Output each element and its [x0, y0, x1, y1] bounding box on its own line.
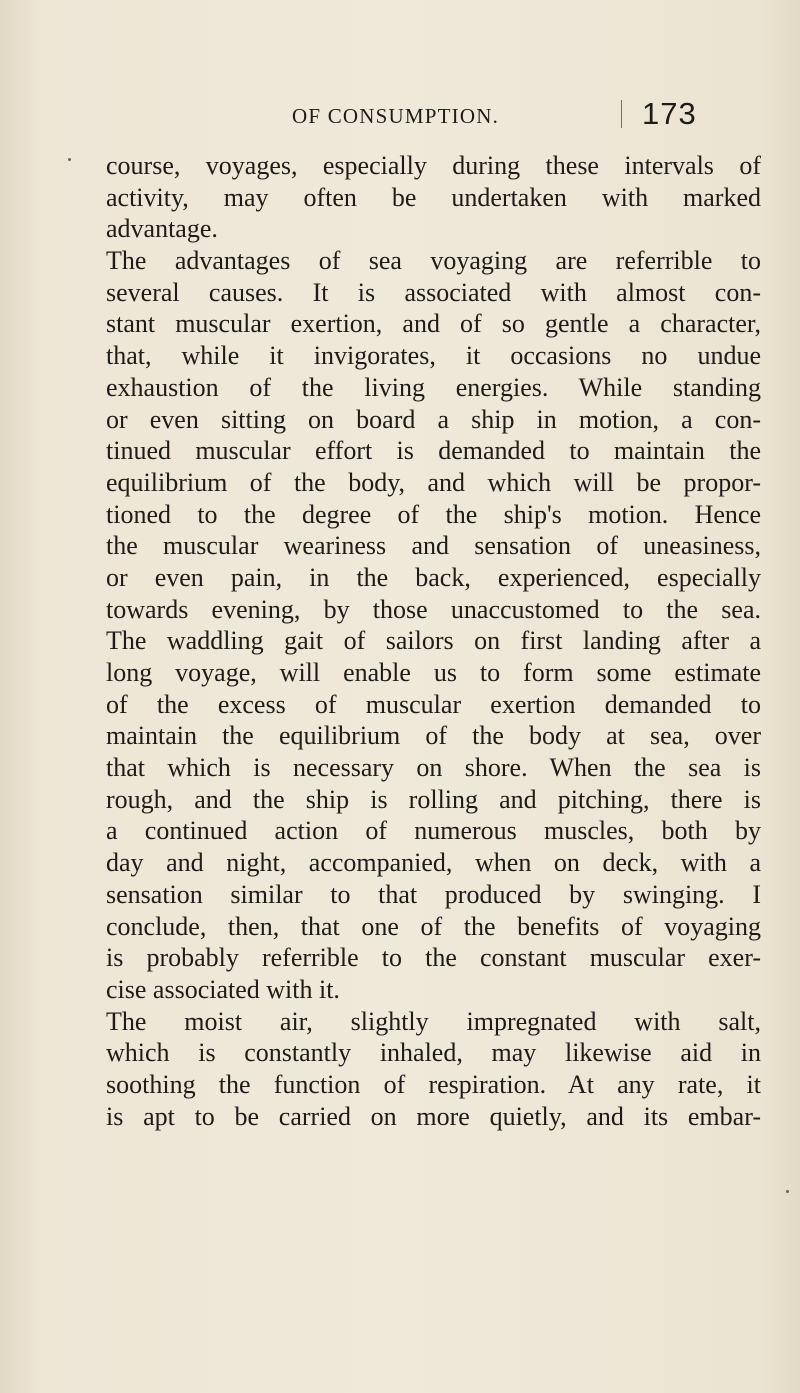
page-header [0, 94, 800, 134]
text-line: several causes. It is associated with almost con- [106, 277, 761, 307]
text-line: stant muscular exertion, and of so gentle a character, [106, 309, 761, 339]
page-number: 173 [642, 96, 697, 131]
text-line: sensation similar to that produced by swinging. I [106, 879, 761, 909]
text-line: long voyage, will enable us to form some estimate [106, 658, 761, 687]
text-line: day and night, accompanied, when on deck, with a [106, 848, 761, 878]
text-line: course, voyages, especially during these intervals of [106, 151, 761, 180]
text-line: or even pain, in the back, experienced, especially [106, 562, 761, 592]
text-line: tinued muscular effort is demanded to maintain the [106, 436, 761, 466]
text-line: or even sitting on board a ship in motion, a con- [106, 404, 761, 434]
text-line: conclude, then, that one of the benefits of voyaging [106, 911, 761, 941]
text-line: towards evening, by those unaccustomed to the sea. [106, 594, 761, 624]
text-line: The waddling gait of sailors on first landing after a [106, 626, 761, 656]
text-line: cise associated with it. [106, 974, 340, 1004]
text-line: that, while it invigorates, it occasions no undue [106, 341, 761, 371]
paper-speck [68, 158, 71, 161]
text-line: rough, and the ship is rolling and pitching, there is [106, 784, 761, 814]
text-line: The advantages of sea voyaging are referrible to [106, 246, 761, 276]
text-line: the muscular weariness and sensation of uneasiness, [106, 531, 761, 561]
text-line: that which is necessary on shore. When the sea is [106, 753, 761, 783]
text-line: tioned to the degree of the ship's motion. Hence [106, 499, 761, 529]
text-line: is probably referrible to the constant muscular exer- [106, 943, 761, 973]
text-line: activity, may often be undertaken with marked [106, 182, 761, 212]
text-line: which is constantly inhaled, may likewise aid in [106, 1038, 761, 1068]
text-line: The moist air, slightly impregnated with salt, [106, 1006, 761, 1036]
running-head: OF CONSUMPTION. [292, 104, 500, 128]
text-line: a continued action of numerous muscles, both by [106, 816, 761, 846]
text-line: exhaustion of the living energies. While standing [106, 372, 761, 402]
body-text [106, 150, 761, 1132]
header-rule-mark [621, 100, 622, 128]
text-line: soothing the function of respiration. At any rate, it [106, 1069, 761, 1099]
text-line: maintain the equilibrium of the body at sea, over [106, 721, 761, 751]
text-line: of the excess of muscular exertion demanded to [106, 689, 761, 719]
text-line: advantage. [106, 214, 218, 244]
text-line: is apt to be carried on more quietly, and its embar- [106, 1101, 761, 1131]
text-line: equilibrium of the body, and which will be propor- [106, 467, 761, 497]
paper-speck [786, 1190, 789, 1193]
